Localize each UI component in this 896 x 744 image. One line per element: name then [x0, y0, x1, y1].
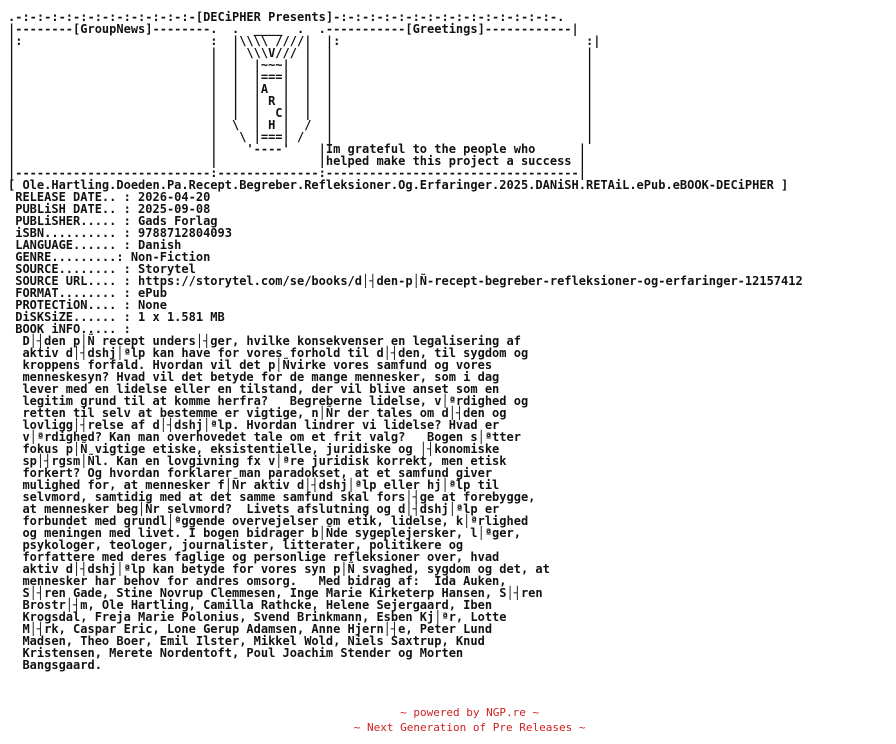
- footer-tagline[interactable]: [0, 707, 896, 735]
- nfo-text-block: .-:-:-:-:-:-:-:-:-:-:-:-:-[DECiPHER Presents]-:-:-:-:-:-:-:-:-:-:-:-:-:-:-:-. |--------[GroupNews]--------. . ____ . .-----------[Greetings]------------| |: : |\\\\ ////| |: :| | | | \\\V/// | | | | | | |~~~| | | | | | | |===| | | | | | | |A | | | | | | | | R | | | | | | | | C| | | | | | \ | H | / | | | | \ |===| / | | | | '----' |Im grateful to the people who | | | |helped make this project a success | |---------------------------:--------------:-----------------------------------| [ Ole.Hartling.Doeden.Pa.Recept.Begreber.Refleksioner.Og.Erfaringer.2025.DANiSH.RETAiL.ePub.eBOOK-DECiPHER ] RELEASE DATE.. : 2026-04-20 PUBLiSH DATE.. : 2025-09-08 PUBLiSHER..... : Gads Forlag iSBN.......... : 9788712804093 LANGUAGE...... : Danish GENRE.........: Non-Fiction SOURCE........ : Storytel SOURCE URL.... : https://storytel.com/se/books/d│┤den-p│Ñ-recept-begreber-refleksioner-og-erfaringer-12157412 FORMAT........ : ePub PROTECTiON.... : None DiSKSiZE...... : 1 x 1.581 MB BOOK iNFO..... : D│┤den p│Ñ recept unders│┤ger, hvilke konsekvenser en legalisering af aktiv d│┤dshj│ªlp kan have for vores forhold til d│┤den, til sygdom og kroppens forfald. Hvordan vil det p│Ñvirke vores samfund og vores menneskesyn? Hvad vil det betyde for de mange mennesker, som i dag lever med en lidelse eller en tilstand, der vil blive anset som en legitim grund til at komme herfra? Begreberne lidelse, v│ªrdighed og retten til selv at bestemme er vigtige, n│Ñr der tales om d│┤den og lovligg│┤relse af d│┤dshj│ªlp. Hvordan lindrer vi lidelse? Hvad er v│ªrdighed? Kan man overhovedet tale om et frit valg? Bogen s│ªtter fokus p│Ñ vigtige etiske, eksistentielle, juridiske og │┤konomiske sp│┤rgsm│Ñl. Kan en lovgivning fx v│ªre juridisk korrekt, men etisk forkert? Og hvordan forklarer man paradokset, at et samfund giver mulighed for, at mennesker f│Ñr aktiv d│┤dshj│ªlp eller hj│ªlp til selvmord, samtidig med at det samme samfund skal fors│┤ge at forebygge, at mennesker beg│Ñr selvmord? Livets afslutning og d│┤dshj│ªlp er forbundet med grundl│ªggende overvejelser om etik, lidelse, k│ªrlighed og meningen med livet. I bogen bidrager b│Ñde sygeplejersker, l│ªger, psykologer, teologer, journalister, litterater, politikere og forfattere med deres faglige og personlige refleksioner over, hvad aktiv d│┤dshj│ªlp kan betyde for vores syn p│Ñ svaghed, sygdom og det, at mennesker har behov for andres omsorg. Med bidrag af: Ida Auken, S│┤ren Gade, Stine Novrup Clemmesen, Inge Marie Kirketerp Hansen, S│┤ren Brostr│┤m, Ole Hartling, Camilla Rathcke, Helene Sejergaard, Iben Krogsdal, Freja Marie Polonius, Svend Brinkmann, Esben Kj│ªr, Lotte M│┤rk, Caspar Eric, Lone Gerup Adamsen, Anne Hjern│┤e, Peter Lund Madsen, Theo Boer, Emil Ilster, Mikkel Wold, Niels Saxtrup, Knud Kristensen, Merete Nordentoft, Poul Joachim Stender og Morten Bangsgaard.: [8, 10, 803, 672]
- tagline-link[interactable]: ~ Next Generation of Pre Releases ~: [353, 721, 586, 734]
- powered-by-link[interactable]: ~ powered by NGP.re ~: [400, 706, 540, 719]
